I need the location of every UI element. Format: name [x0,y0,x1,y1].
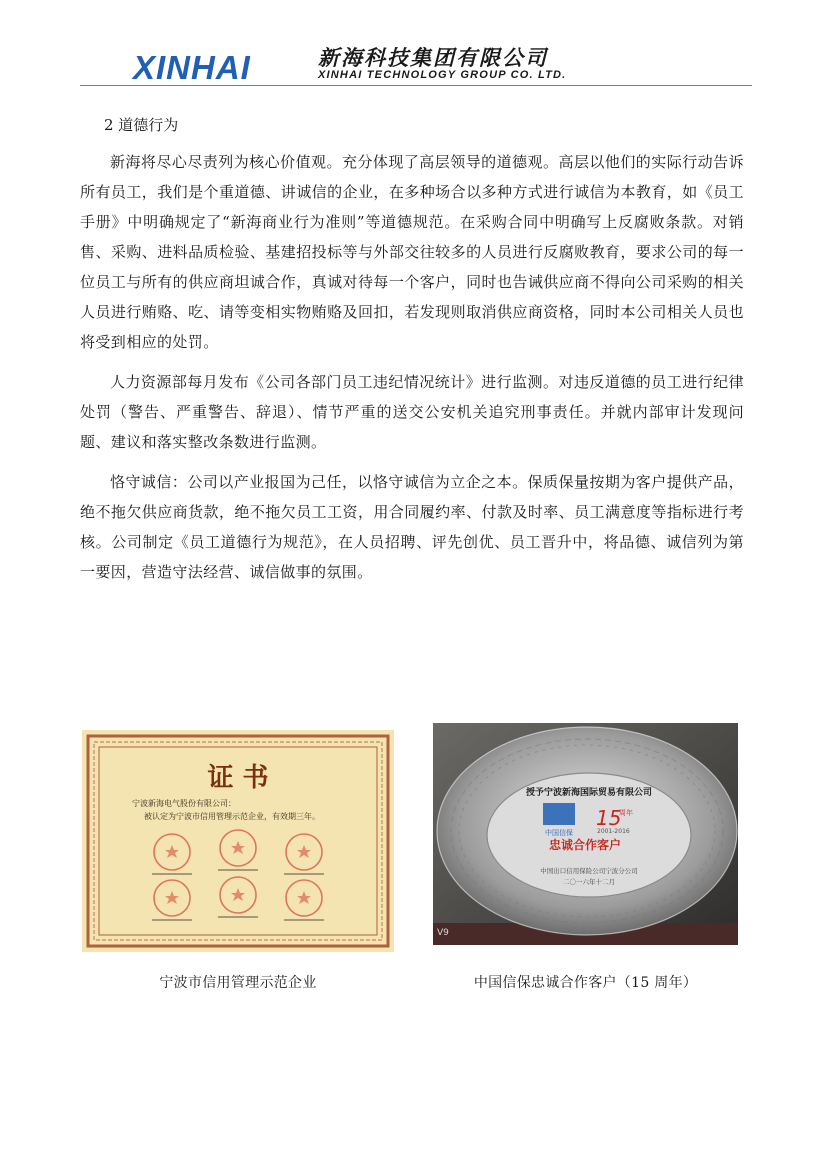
company-name-en: XINHAI TECHNOLOGY GROUP CO. LTD. [318,69,567,81]
plaque-date: 二〇一六年十二月 [563,878,615,886]
header-divider [80,85,752,86]
plaque-issuer: 中国出口信用保险公司宁波分公司 [540,867,638,875]
plaque-anniversary-unit: 周年 [619,809,633,817]
company-logo: XINHAI [133,49,251,86]
certificate-photo [82,730,394,952]
document-body [80,110,744,597]
plaque-anniversary-years: 2001-2016 [597,828,630,835]
plaque-caption: 中国信保忠诚合作客户（15 周年） [473,975,698,991]
plaque-brand: 中国信保 [545,829,573,837]
plaque-title: 忠诚合作客户 [548,838,622,852]
plaque-anniversary-number: 15 [596,806,622,830]
plaque-photo [433,723,738,945]
company-name-cn: 新海科技集团有限公司 [318,46,548,70]
plaque-banner: 授予宁波新海国际贸易有限公司 [525,788,653,798]
sinosure-logo-icon [543,803,575,825]
paragraph-monitoring: 人力资源部每月发布《公司各部门员工违纪情况统计》进行监测。对违反道德的员工进行纪律处罚（警告、严重警告、辞退）、情节严重的送交公安机关追究刑事责任。并就内部审计发现问题、建议和落实整改条数进行监测。 [80,373,744,451]
section-title: 2 道德行为 [104,116,179,134]
certificate-heading: 证 书 [207,763,269,793]
paragraph-ethics: 新海将尽心尽责列为核心价值观。充分体现了高层领导的道德观。高层以他们的实际行动告诉所有员工，我们是个重道德、讲诚信的企业，在多种场合以多种方式进行诚信为本教育，如《员工手册》中明确规定了“新海商业行为准则”等道德规范。在采购合同中明确写上反腐败条款。对销售、采购、进料品质检验、基建招投标等与外部交往较多的人员进行反腐败教育，要求公司的每一位员工与所有的供应商坦诚合作，真诚对待每一个客户，同时也告诫供应商不得向公司采购的相关人员进行贿赂、吃、请等变相实物贿赂及回扣，若发现则取消供应商资格，同时本公司相关人员也将受到相应的处罚。 [80,153,744,351]
certificate-line-1: 宁波新海电气股份有限公司： [132,799,236,808]
stand-mark: V9 [437,928,449,938]
certificate-line-2: 被认定为宁波市信用管理示范企业，有效期三年。 [144,812,320,821]
paragraph-integrity: 恪守诚信：公司以产业报国为己任，以恪守诚信为立企之本。保质保量按期为客户提供产品，绝不拖欠供应商货款，绝不拖欠员工工资，用合同履约率、付款及时率、员工满意度等指标进行考核。公司制定《员工道德行为规范》，在人员招聘、评先创优、员工晋升中，将品德、诚信列为第一要因，营造守法经营、诚信做事的氛围。 [80,473,744,581]
page-header [0,0,816,92]
certificate-caption: 宁波市信用管理示范企业 [159,975,317,991]
